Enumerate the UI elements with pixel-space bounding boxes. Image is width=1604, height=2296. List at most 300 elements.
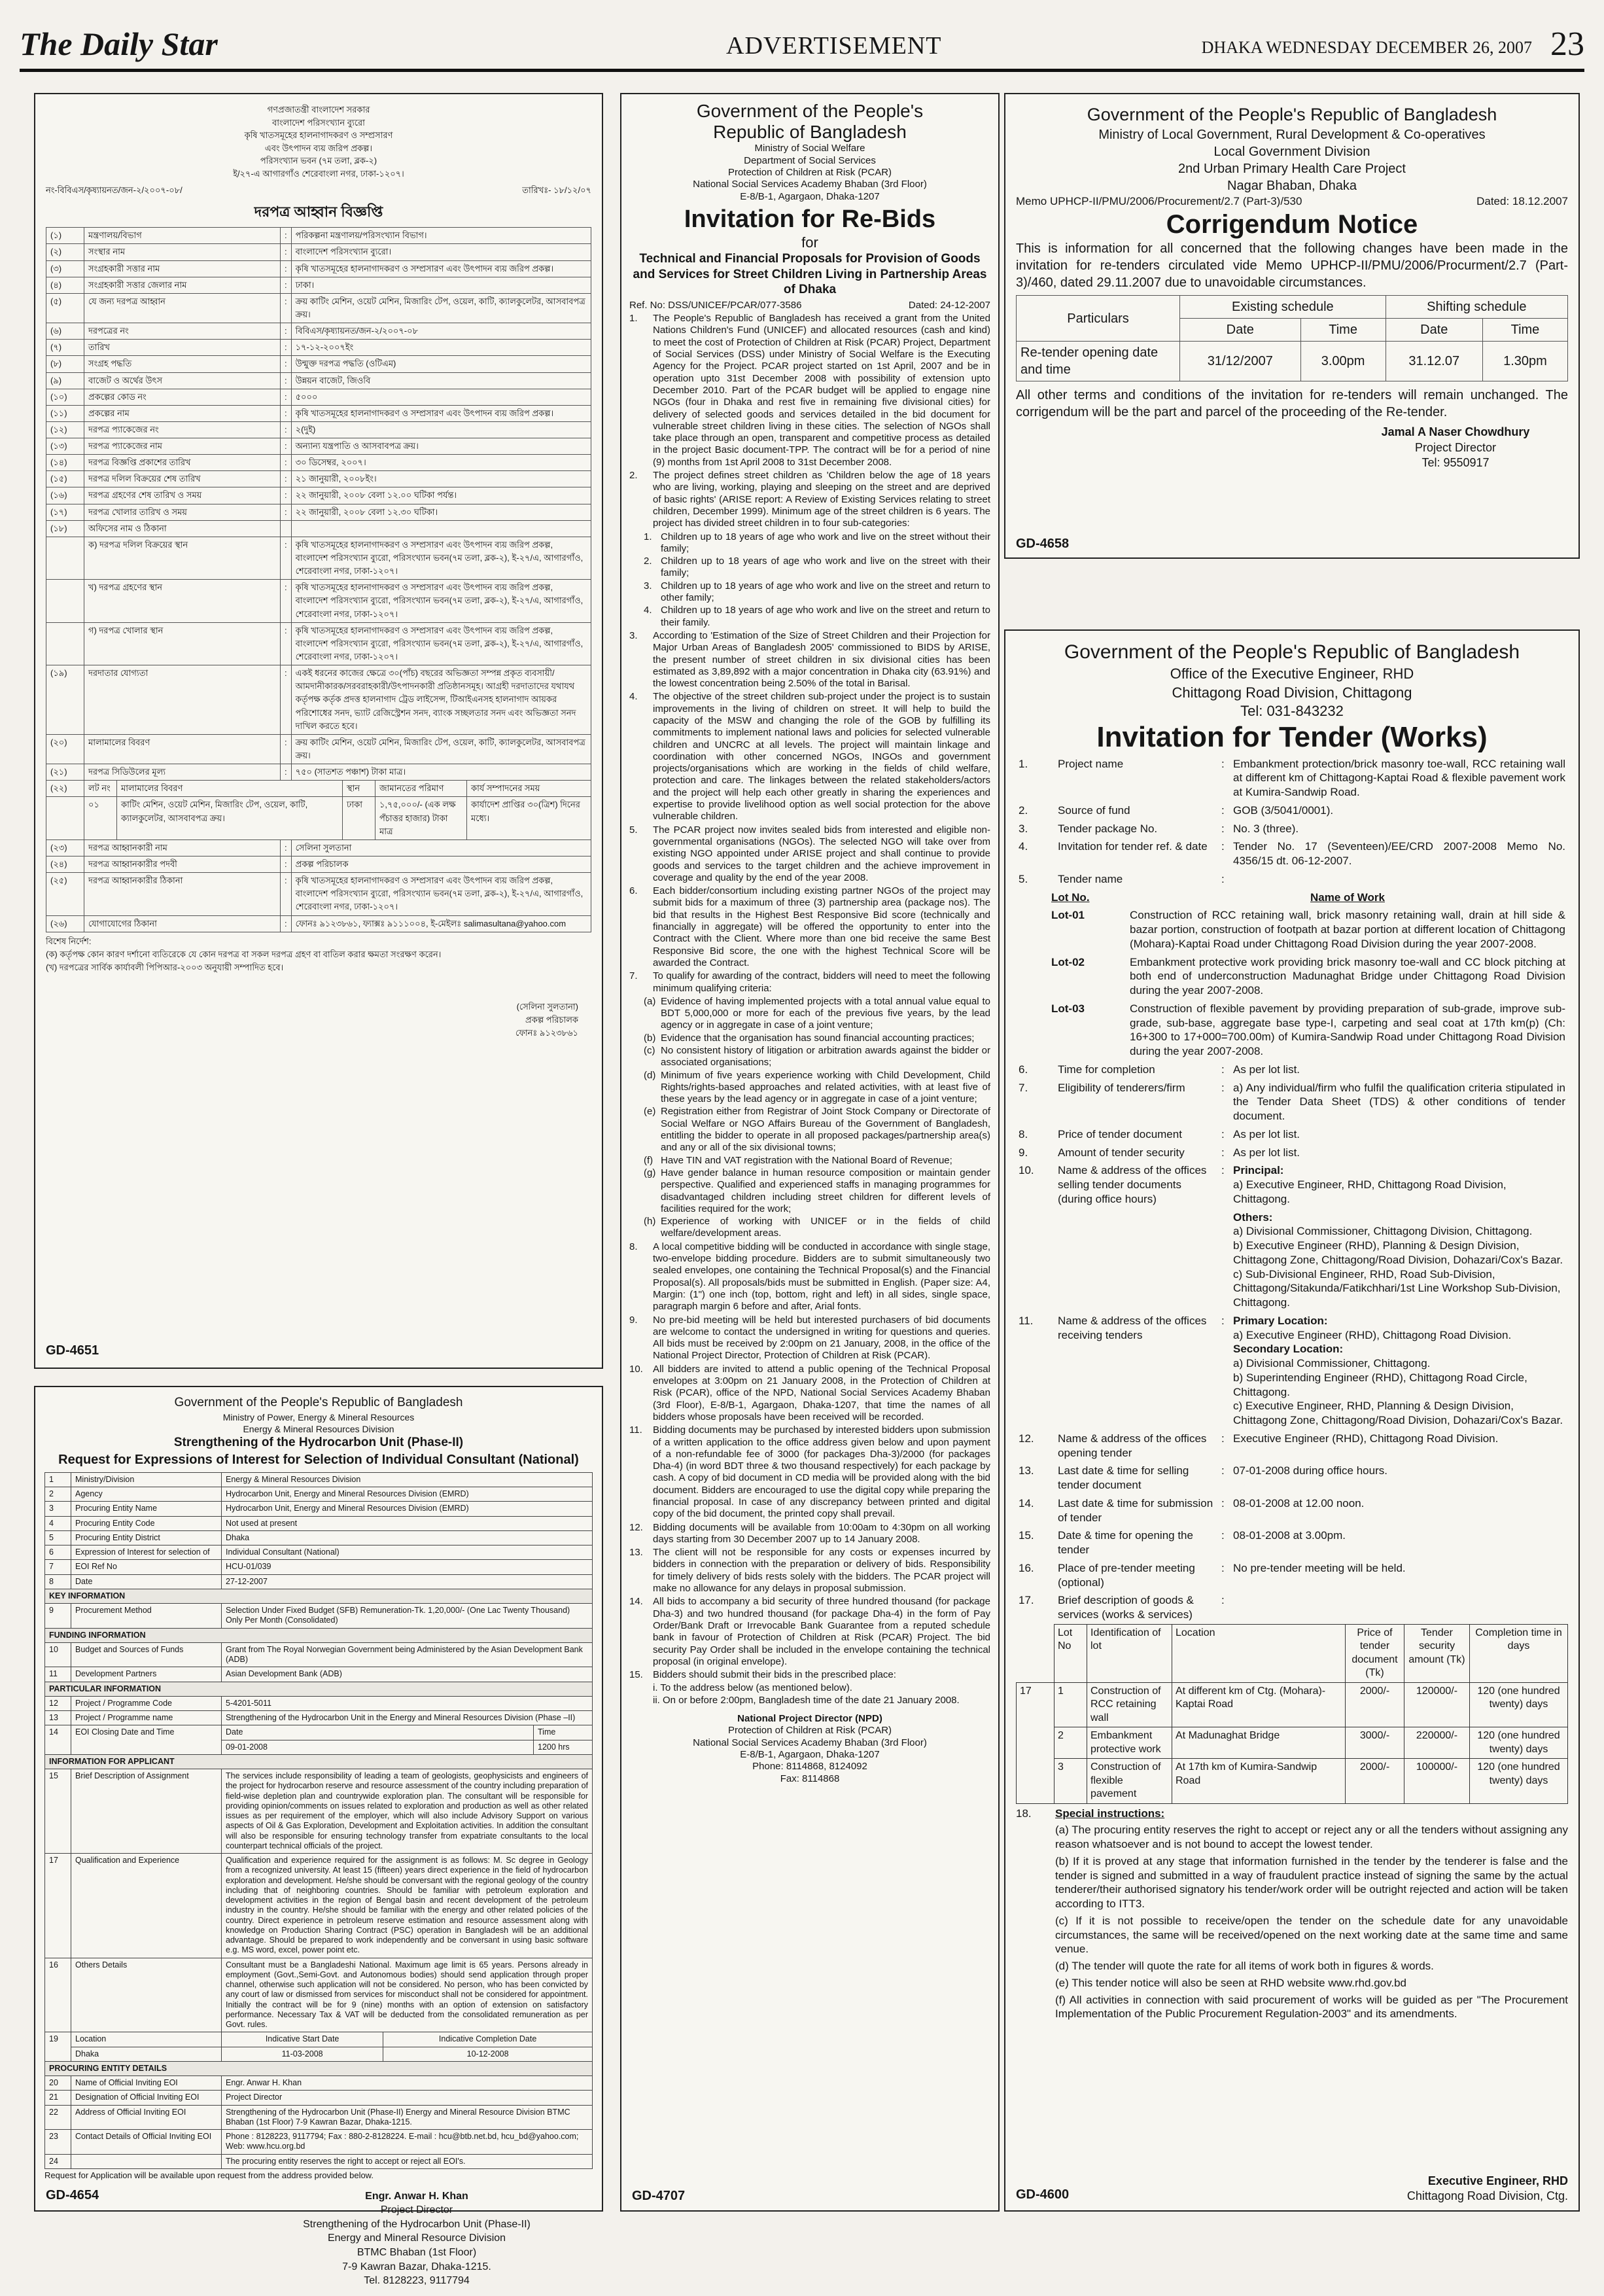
table-row: 2. Source of fund : GOB (3/5041/0001).: [1016, 802, 1568, 820]
row-value: Engr. Anwar H. Khan: [222, 2076, 593, 2091]
row-value: Hydrocarbon Unit, Energy and Mineral Resources Division (EMRD): [222, 1487, 593, 1502]
row-number: (১৪): [46, 455, 84, 471]
paragraphs: [629, 630, 990, 995]
instruction: (c) If it is not possible to receive/open the tender on the schedule date for any unavoidable circumstances, the same will be received/opened on the next working date at the same time and same venue.: [1055, 1914, 1568, 1956]
ad-title: Strengthening of the Hydrocarbon Unit (Phase-II): [173, 1436, 464, 1450]
row-label: Price of tender document: [1058, 1127, 1182, 1140]
paragraph-text: Experience of working with UNICEF or in the fields of child welfare/development areas.: [661, 1216, 990, 1239]
signature-line: Engr. Anwar H. Khan: [365, 2190, 468, 2202]
row-label: Eligibility of tenderers/firm: [1058, 1081, 1185, 1094]
row-label: Contact Details of Official Inviting EOI: [71, 2130, 222, 2155]
signature: [629, 1713, 990, 1785]
signature-line: National Project Director (NPD): [737, 1713, 882, 1725]
separator: :: [281, 421, 292, 438]
table-row: 16. Place of pre-tender meeting (optional) : No pre-tender meeting will be held.: [1016, 1559, 1568, 1592]
table-row: [45, 1530, 593, 1545]
paragraph: [644, 996, 990, 1032]
table-row: 8. Price of tender document : As per lot list.: [1016, 1125, 1568, 1144]
signature-line: Energy and Mineral Resource Division: [327, 2233, 506, 2244]
others-label: Others:: [1233, 1210, 1273, 1224]
paragraph-text: All bids to accompany a bid security of three hundred thousand (for package Dha-3) and two hundred thousand (for package Dha-4) in the form of Pay Order/Bank Draft or Irrevocable Bank Guarantee from a reputed schedule bank in favour of Protection of Children at Risk (PCAR) Project. The bid security Pay Order shall be included in the envelope containing the technical proposal (in original envelope).: [653, 1596, 990, 1667]
tender-table-2: [46, 839, 591, 932]
paragraphs: [629, 1241, 990, 1682]
paragraph-number: 13.: [629, 1547, 643, 1559]
row-label: Place of pre-tender meeting (optional): [1058, 1561, 1195, 1589]
table-row: [46, 839, 591, 856]
table-row: [46, 323, 591, 340]
row-label: দরপত্র প্যাকেজের নাম: [84, 438, 281, 455]
paragraph: [629, 970, 990, 995]
heading-line: Ministry of Social Welfare: [754, 143, 865, 154]
table-row: 12. Name & address of the offices opening tender : Executive Engineer (RHD), Chittagong Road Division.: [1016, 1430, 1568, 1462]
section-row: INFORMATION FOR APPLICANT: [45, 1754, 593, 1769]
row-number: 7.: [1019, 1081, 1028, 1094]
table-row: [45, 1696, 593, 1710]
row-number: 2.: [1019, 804, 1028, 817]
paragraph-number: (g): [644, 1167, 656, 1178]
paragraph-text: No consistent history of litigation or arbitration awards against the bidder or associated organisations;: [661, 1045, 990, 1069]
heading-line: Department of Social Services: [744, 154, 876, 166]
paragraph-number: 12.: [629, 1521, 643, 1533]
signature: [241, 2189, 593, 2288]
masthead: The Daily Star: [20, 26, 218, 62]
paragraph: [644, 1216, 990, 1240]
row-number: (৮): [46, 356, 84, 372]
row-number: 4.: [1019, 840, 1028, 853]
paragraph: [644, 1167, 990, 1215]
paragraph-text: The client will not be responsible for any costs or expenses incurred by bidders in connection with the preparation or delivery of bids. Responsibility for timely delivery of bids rests solely with the bidders. The PCAR project will make no allowance for any delays in proposal submission.: [653, 1547, 990, 1595]
table-row: 7. Eligibility of tenderers/firm : a) Any individual/firm who fulfil the qualification criteria stipulated in the Tender Data Sheet (TDS) & other conditions of tender document.: [1016, 1079, 1568, 1125]
row-value: Individual Consultant (National): [222, 1545, 593, 1560]
paragraph: [629, 1241, 990, 1313]
table-row: [46, 244, 591, 260]
goods-cell: 120 (one hundred twenty) days: [1470, 1682, 1568, 1727]
paragraph: [644, 1033, 990, 1044]
row-label: Agency: [71, 1487, 222, 1502]
row-number: 13: [45, 1711, 71, 1725]
row-number: 14.: [1019, 1496, 1034, 1510]
request-note: Request for Application will be available upon request from the address provided below.: [44, 2170, 374, 2180]
row-value: Strengthening of the Hydrocarbon Unit (Phase-II) Energy and Mineral Resource Division BTMC Bhaban (1st Floor) 7-9 Kawran Bazar, Dhaka-1215.: [222, 2105, 593, 2130]
paragraph-text: A local competitive bidding will be conducted in accordance with single stage, two-envelope bidding procedure. Bidders are to submit simultaneously two sealed envelopes, one containing the Technical Proposal(s) and the Financial Proposal(s). All proposals/bids must be submitted in English. (Paper size: A4, Margin: (1") one inch (top, bottom, right and left) in all sides, single space, paragraph margin 6 before and after, Arial fonts.: [653, 1241, 990, 1313]
heading-line: Tel: 031-843232: [1240, 702, 1344, 719]
secondary-label: Secondary Location:: [1233, 1343, 1344, 1356]
row-value: ৫০০০: [291, 389, 591, 405]
table-row: গ) দরপত্র খোলার স্থান : কৃষি খাতসমূহের হালনাগাদকরণ ও সম্প্রসারণ এবং উৎপাদন ব্যয় জরিপ প্রকল্প, বাংলাদেশ পরিসংখ্যান ব্যুরো, পরিসংখ্যান ভবন(৭ম তলা, ব্লক-২), ই-২৭/এ, আগারগাঁও, শেরেবাংলা নগর, ঢাকা-১২০৭।: [46, 622, 591, 665]
lot-description: Construction of RCC retaining wall, brick masonry retaining wall, drain at hill side & bazar portion, construction of footpath at bazar portion at different location of Chittagong (Mohara)-Kaptai Road under Chittagong Road Division during the year 2007-2008.: [1130, 909, 1565, 950]
paragraph: [629, 1364, 990, 1423]
table-row: [46, 504, 591, 520]
table-row: [45, 2076, 593, 2091]
place-list: [653, 1682, 990, 1706]
row-value: অন্যান্য যন্ত্রপাতি ও আসবাবপত্র ক্রয়।: [291, 438, 591, 455]
heading-line: Republic of Bangladesh: [713, 122, 907, 143]
paragraph: [644, 580, 990, 605]
section-row: PROCURING ENTITY DETAILS: [45, 2061, 593, 2075]
office: a) Divisional Commissioner, Chittagong.: [1233, 1357, 1431, 1370]
row-number: 16.: [1019, 1561, 1034, 1574]
row-value: No pre-tender meeting will be held.: [1233, 1561, 1406, 1574]
title-for: for: [801, 234, 818, 251]
table-row: [45, 1560, 593, 1574]
goods-cell: Construction of RCC retaining wall: [1087, 1682, 1172, 1727]
separator: :: [281, 372, 292, 389]
row-label: সংগ্রহকারী সত্তার জেলার নাম: [84, 277, 281, 293]
ad-title: Invitation for Re-Bids: [684, 205, 936, 233]
signature-line: Phone: 8114868, 8124092: [752, 1761, 867, 1773]
lot-table: [46, 780, 591, 840]
paragraph-text: Have gender balance in human resource composition or maintain gender perspective. Qualified and experienced staffs in managing programmes for disadvantaged children including street children for different levels of facilities required for the work;: [661, 1167, 990, 1214]
paragraph-text: Bidding documents will be available from 10:00am to 4:30pm on all working days starting from 30 December 2007 up to 14 January 2008.: [653, 1521, 990, 1545]
heading-line: কৃষি খাতসমূহের হালনাগাদকরণ ও সম্প্রসারণ: [244, 130, 393, 140]
row-value: The procuring entity reserves the right to accept or reject all EOI's.: [222, 2154, 593, 2168]
paragraph: [644, 531, 990, 556]
item-number: 17: [1017, 1682, 1055, 1803]
separator: :: [281, 356, 292, 372]
row-label: মন্ত্রণালয়/বিভাগ: [84, 228, 281, 244]
row-label: ক) দরপত্র দলিল বিক্রয়ের স্থান: [84, 537, 281, 579]
row-number: 3: [45, 1502, 71, 1516]
heading-line: Chittagong Road Division, Chittagong: [1172, 684, 1412, 701]
row-number: (৯): [46, 372, 84, 389]
goods-cell: At Madunaghat Bridge: [1172, 1727, 1346, 1759]
table-row: 17. Brief description of goods & services (works & services) :: [1019, 1594, 1225, 1621]
ad-title: দরপত্র আহ্বান বিজ্ঞপ্তি: [254, 203, 383, 221]
emrd-eoi-ad: [34, 1386, 603, 2287]
row-value: Strengthening of the Hydrocarbon Unit in the Energy and Mineral Resources Division (Phase –II): [222, 1711, 593, 1725]
memo-number: নং-বিবিএস/কৃষ্যায়নত/জন-২/২০০৭-০৮/: [46, 185, 183, 195]
paragraph-number: 6.: [629, 885, 638, 897]
table-row: [45, 1642, 593, 1667]
table-row: [45, 1667, 593, 1682]
row-label: দরপত্র গ্রহণের শেষ তারিখ ও সময়: [84, 487, 281, 504]
paragraph: [644, 1106, 990, 1154]
row-label: Last date & time for selling tender document: [1058, 1464, 1189, 1492]
signature-line: Tel: 9550917: [1421, 455, 1490, 469]
issue-date: DHAKA WEDNESDAY DECEMBER 26, 2007: [1201, 38, 1532, 57]
separator: :: [281, 323, 292, 340]
notes-title: বিশেষ নির্দেশ:: [46, 936, 92, 946]
row-value: কৃষি খাতসমূহের হালনাগাদকরণ ও সম্প্রসারণ এবং উৎপাদন ব্যয় জরিপ প্রকল্প।: [291, 260, 591, 277]
row-label: [71, 2154, 222, 2168]
row-number: 1: [45, 1472, 71, 1487]
row-value: Embankment protection/brick masonry toe-wall, RCC retaining wall at different km of Chittagong-Kaptai Road & flexible pavement work at Kumira-Sandwip Road.: [1233, 757, 1565, 799]
pcar-heading: [629, 101, 990, 297]
table-row: (১৮) অফিসের নাম ও ঠিকানা: [46, 520, 591, 537]
goods-cell: At different km of Ctg. (Mohara)-Kaptai Road: [1172, 1682, 1346, 1727]
emrd-heading: [44, 1395, 593, 1468]
row-value: Hydrocarbon Unit, Energy and Mineral Resources Division (EMRD): [222, 1502, 593, 1516]
section-row: PARTICULAR INFORMATION: [45, 1682, 593, 1696]
signature-line: Fax: 8114868: [780, 1773, 840, 1784]
table-row: [1017, 1759, 1568, 1803]
heading-line: E-8/B-1, Agargaon, Dhaka-1207: [740, 190, 880, 202]
goods-cell: 3000/-: [1346, 1727, 1404, 1759]
row-label: সংস্থার নাম: [84, 244, 281, 260]
separator: :: [281, 228, 292, 244]
office: a) Divisional Commissioner, Chittagong Division, Chittagong.: [1233, 1225, 1533, 1238]
goods-cell: 2000/-: [1346, 1759, 1404, 1803]
heading-line: Ministry of Power, Energy & Mineral Resources: [222, 1411, 415, 1422]
goods-cell: 100000/-: [1404, 1759, 1470, 1803]
row-value: ফোনঃ ৯১২৩৮৬১, ফ্যাক্সঃ ৯১১১০০৪, ই-মেইলঃ salimasultana@yahoo.com: [291, 915, 591, 932]
gd-code: GD-4600: [1016, 2187, 1070, 2202]
separator: :: [281, 389, 292, 405]
row-value: Executive Engineer (RHD), Chittagong Road Division.: [1233, 1432, 1499, 1445]
table-row: [46, 405, 591, 421]
ad-title: Corrigendum Notice: [1166, 210, 1418, 239]
row-label: Date: [71, 1574, 222, 1589]
corrigendum-ad: [1004, 93, 1580, 559]
row-label: দরপত্রের নং: [84, 323, 281, 340]
lot-description: Embankment protective work providing brick masonry toe-wall and CC block pitching at both end of underconstruction Madunaghat Bridge under Chittagong Road Division during the year 2007-2008.: [1130, 955, 1565, 997]
office: a) Executive Engineer (RHD), Chittagong Road Division.: [1233, 1328, 1512, 1341]
corrigendum-heading: [1016, 103, 1568, 194]
paragraph-number: (d): [644, 1069, 656, 1081]
row-value: As per lot list.: [1233, 1127, 1300, 1140]
table-row: [46, 228, 591, 244]
table-row: [45, 1711, 593, 1725]
row-value: Dhaka: [222, 1530, 593, 1545]
table-row: Dhaka 11-03-2008 10-12-2008: [45, 2047, 593, 2061]
special-instructions: [1016, 1807, 1568, 2022]
row-value: ২১ জানুয়ারী, ২০০৮ইং।: [291, 471, 591, 487]
heading-line: পরিসংখ্যান ভবন (৭ম তলা, ব্লক-২): [260, 156, 377, 166]
paragraph: [629, 885, 990, 969]
row-label: Tender package No.: [1058, 822, 1158, 835]
row-number: 12: [45, 1696, 71, 1710]
office: a) Executive Engineer, RHD, Chittagong Road Division, Chittagong.: [1233, 1178, 1507, 1205]
paragraph-number: 2.: [644, 556, 652, 567]
table-row: [45, 1487, 593, 1502]
signature-line: Tel. 8128223, 9117794: [364, 2275, 470, 2287]
paragraph-number: 3.: [629, 629, 638, 641]
heading-line: Government of the People's: [696, 101, 924, 121]
table-row: [46, 421, 591, 438]
row-value: GOB (3/5041/0001).: [1233, 804, 1334, 817]
paragraphs: [629, 313, 990, 529]
paragraph-number: 5.: [629, 824, 638, 836]
table-row: [45, 2091, 593, 2105]
row-value: Not used at present: [222, 1516, 593, 1530]
instruction: (f) All activities in connection with said procurement of works will be guided as per "The Procurement Implementation of the Public Procurement Regulation-2003" and its amendments.: [1055, 1993, 1568, 2021]
separator: :: [281, 340, 292, 356]
table-row: [45, 2130, 593, 2155]
heading-line: বাংলাদেশ পরিসংখ্যান ব্যুরো: [272, 117, 365, 128]
goods-cell: 120000/-: [1404, 1682, 1470, 1727]
signature-line: Executive Engineer, RHD: [1427, 2174, 1568, 2187]
signature-line: Jamal A Naser Chowdhury: [1381, 425, 1530, 439]
paragraph-number: (b): [644, 1032, 656, 1044]
table-row: 13. Last date & time for selling tender document : 07-01-2008 during office hours.: [1016, 1462, 1568, 1494]
goods-cell: 220000/-: [1404, 1727, 1470, 1759]
gd-code: GD-4654: [46, 2188, 99, 2202]
table-row: 1. Project name : Embankment protection/brick masonry toe-wall, RCC retaining wall at different km of Chittagong-Kaptai Road & flexible pavement work at Kumira-Sandwip Road.: [1016, 755, 1568, 802]
table-row: 14 EOI Closing Date and Time Date Time: [45, 1725, 593, 1740]
rhd-tender-ad: [1004, 629, 1580, 2212]
row-label: সংগ্রহ পদ্ধতি: [84, 356, 281, 372]
procuring-entity-table: [44, 2061, 593, 2169]
table-row: [46, 438, 591, 455]
row-label: যোগাযোগের ঠিকানা: [84, 915, 281, 932]
row-value: কৃষি খাতসমূহের হালনাগাদকরণ ও সম্প্রসারণ এবং উৎপাদন ব্যয় জরিপ প্রকল্প, বাংলাদেশ পরিসংখ্যান ব্যুরো, পরিসংখ্যান ভবন(৭ম তলা, ব্লক-২), ই-২৭/এ, আগারগাঁও, শেরেবাংলা নগর, ঢাকা-১২০৭।: [291, 622, 591, 665]
office: c) Executive Engineer, RHD, Planning & Design Division, Chittagong Zone, Chittagong/Road Division, Dohazari/Cox's Bazar.: [1233, 1400, 1563, 1427]
heading-line: Energy & Mineral Resources Division: [243, 1423, 394, 1434]
signature: [1407, 2174, 1568, 2204]
row-label: দরপত্র প্যাকেজের নং: [84, 421, 281, 438]
paragraph-text: According to 'Estimation of the Size of Street Children and their Projection for Major Urban Areas of Bangladesh 2005' commissioned to BIDS by ARISE, the present number of street children in six divisional cities has been estimated as 3,89,892 with a major concentration in Dhaka city (63.91%) and the lowest concentration being 2.50% of the total in Barisal.: [653, 629, 990, 690]
row-value: ৩০ ডিসেম্বর, ২০০৭।: [291, 455, 591, 471]
row-label: Name & address of the offices opening tender: [1058, 1432, 1207, 1459]
row-value: Energy & Mineral Resources Division: [222, 1472, 593, 1487]
row-label: Invitation for tender ref. & date: [1058, 840, 1208, 853]
paragraph-text: Each bidder/consortium including existing partner NGOs of the project may submit bids for a maximum of three (3) partnership area (package nos). The bid that results in the Highest Best Responsive Bid score (technically and financially in aggregate) will be offered the opportunity to enter into the Contract with the Client. Where more than one bid receive the same Best Responsive Bid score, the one with the highest Technical Score will be awarded the Contract.: [653, 885, 990, 968]
paragraph-number: 2.: [629, 470, 638, 482]
heading-line: Protection of Children at Risk (PCAR): [727, 166, 892, 178]
paragraph-number: 10.: [629, 1363, 643, 1375]
paragraph-text: Minimum of five years experience working with Child Development, Child Rights/rights-based approaches and related activities, with at least five of these years by the lead agency or in aggregate in case of a joint venture;: [661, 1069, 990, 1105]
lot-number: Lot-02: [1051, 955, 1085, 968]
signature-line: Project Director: [1414, 440, 1497, 454]
goods-cell: 3: [1055, 1759, 1087, 1803]
lot-number: Lot-01: [1051, 909, 1085, 922]
memo-date: তারিখঃ- ১৮/১২/০৭: [522, 185, 591, 195]
row-number: (৩): [46, 260, 84, 277]
office: b) Superintending Engineer (RHD), Chittagong Road Circle, Chittagong.: [1233, 1371, 1527, 1398]
table-row: [45, 2105, 593, 2130]
row-label: দরপত্র খোলার তারিখ ও সময়: [84, 504, 281, 520]
sub-categories: [629, 531, 990, 629]
tender-details-2: [1016, 1061, 1568, 1624]
paragraph-text: The objective of the street children sub-project under the project is to sustain improvements in the living of children on street. It will help to build the capacity of the MSW and changing the role of the GOB by fulfilling its commitments to implement national laws and policies for selected vulnerable children and UNCRC at all levels. The project will maintain linkage and coordination with other concerned NGOs, INGOs and government projects/organisations which are working in the fields of child welfare, protection and care. The linkages between the related stakeholders/actors and the project will help each other greatly in sharing the experiences and expertise to provide livelihood option as well social protection for the above vulnerable children.: [653, 691, 990, 822]
table-row: 9 Procurement Method Selection Under Fixed Budget (SFB) Remuneration-Tk. 1,20,000/- (One Lac Twenty Thousand) Only Per Month (Consolidated): [45, 1604, 593, 1629]
row-label: Procuring Entity District: [71, 1530, 222, 1545]
paragraph-number: 4.: [629, 691, 638, 703]
signature-line: Project Director: [380, 2204, 453, 2216]
row-label: Project name: [1058, 757, 1124, 770]
separator: :: [281, 405, 292, 421]
goods-cell: 2000/-: [1346, 1682, 1404, 1727]
paragraph-text: The PCAR project now invites sealed bids from interested and eligible non-governmental organisations (NGOs). The selected NGO will take over from existing NGO appointed under ARISE project and shall continue to provide goods and services to the target children and the achieve improvement in coverage and quality by the end of the year 2008.: [653, 824, 990, 883]
paragraph-text: To qualify for awarding of the contract, bidders will need to meet the following minimum qualifying criteria:: [653, 970, 990, 994]
table-row: 11. Name & address of the offices receiving tenders : Primary Location: a) Executive Engineer (RHD), Chittagong Road Division. Secondary Location: a) Divisional Commissioner, Chittagong. b) Superintending Engineer (RHD), Chittagong Road Circle, Chittagong. c) Executive Engineer, RHD, Planning & Design Division, Chittagong Zone, Chittagong/Road Division, Dohazari/Cox's Bazar.: [1016, 1312, 1568, 1430]
row-label: Amount of tender security: [1058, 1146, 1185, 1159]
row-label: দরপত্র আহ্বানকারীর ঠিকানা: [84, 873, 281, 915]
row-number: (২৩): [46, 839, 84, 856]
row-value: As per lot list.: [1233, 1146, 1300, 1159]
row-label: Address of Official Inviting EOI: [71, 2105, 222, 2130]
paragraph: [629, 470, 990, 529]
row-number: 3.: [1019, 822, 1028, 835]
paragraph-text: Children up to 18 years of age who work and live on the street and return to other family;: [661, 580, 990, 604]
row-label: দরপত্র আহ্বানকারী নাম: [84, 839, 281, 856]
signature-line: ফোনঃ ৯১২৩৮৬১: [515, 1028, 578, 1038]
row-label: Last date & time for submission of tender: [1058, 1496, 1213, 1524]
paragraph-text: Registration either from Registrar of Joint Stock Company or Directorate of Social Welfare or NGO Affairs Bureau of the Government of Bangladesh, entitling the bidder to operate in all proposed packages/partnership area(s) and any or all of the six divisional towns;: [661, 1106, 990, 1154]
row-label: যে জন্য দরপত্র আহ্বান: [84, 293, 281, 323]
row-number: (৬): [46, 323, 84, 340]
row-number: (৪): [46, 277, 84, 293]
signature-line: প্রকল্প পরিচালক: [525, 1015, 578, 1025]
row-label: তারিখ: [84, 340, 281, 356]
eoi-table: [44, 1472, 593, 2033]
heading-line: Nagar Bhaban, Dhaka: [1227, 179, 1357, 194]
separator: :: [281, 487, 292, 504]
pcar-rebid-ad: [620, 93, 1000, 2212]
row-value: As per lot list.: [1233, 1063, 1300, 1076]
table-row: [45, 2154, 593, 2168]
signature-line: BTMC Bhaban (1st Floor): [357, 2247, 477, 2259]
lot-description: Construction of flexible pavement by providing preparation of sub-grade, improve sub-grade, sub-base, aggregate base type-I, carpeting and seal coat at 17th km(p) (Ch: 16+300 to 17+000=700.00m) of Kumira-Sandwip Road under Chittagong Road Division during the year 2007-2008.: [1130, 1002, 1565, 1058]
separator: :: [281, 915, 292, 932]
row-value: সেলিনা সুলতানা: [291, 839, 591, 856]
table-row: খ) দরপত্র গ্রহণের স্থান : কৃষি খাতসমূহের হালনাগাদকরণ ও সম্প্রসারণ এবং উৎপাদন ব্যয় জরিপ প্রকল্প, বাংলাদেশ পরিসংখ্যান ব্যুরো, পরিসংখ্যান ভবন(৭ম তলা, ব্লক-২), ই-২৭/এ, আগারগাঁও, শেরেবাংলা নগর, ঢাকা-১২০৭।: [46, 580, 591, 622]
row-label: Development Partners: [71, 1667, 222, 1682]
table-row: (১৯) দরদাতার যোগ্যতা : একই ধরনের কাজের ক্ষেত্রে ৩০(পাঁচ) বছরের অভিজ্ঞতা সম্পন্ন প্রকৃত ব্যবসায়ী/আমদানীকারক/সরবরাহকারী/উৎপাদনকারী প্রতিষ্ঠানসমূহ। আগ্রহী দরদাতাদের যথাযথ কর্তৃপক্ষ কর্তৃক প্রদত্ত হালনাগাদ ট্রেড লাইসেন্স, টিআইএনসহ হালনাগাদ আয়কর পরিশোধের সনদ, ভ্যাট রেজিস্ট্রেশন সনদ, ব্যাংক সচ্ছলতার সনদ এবং অভিজ্ঞতা সনদ দাখিল করতে হবে।: [46, 665, 591, 735]
goods-cell: Embankment protective work: [1087, 1727, 1172, 1759]
item-number: 18.: [1016, 1807, 1032, 1820]
row-value: Tender No. 17 (Seventeen)/EE/CRD 2007-2008 Memo No. 4356/15 dt. 06-12-2007.: [1233, 840, 1565, 868]
paragraph-text: The project defines street children as 'Children below the age of 18 years who are living, working, playing and sleeping on the street and are deprived of basic rights' (ARISE report: A Review of Existing Services relating to street children, December 1999). Minimum age of the street children is 6 years. The project has divided street children in to four sub-categories:: [653, 470, 990, 529]
row-label: দরপত্র বিজ্ঞপ্তি প্রকাশের তারিখ: [84, 455, 281, 471]
row-label: Project / Programme name: [71, 1711, 222, 1725]
paragraph-number: 1.: [644, 531, 652, 542]
table-row: 09-01-2008 1200 hrs: [45, 1740, 593, 1754]
row-number: 9.: [1019, 1146, 1028, 1159]
table-row: ০১ কাটিং মেশিন, ওয়েট মেশিন, মিজারিং টেপ, ওয়েল, কাটি, ক্যালকুলেটর, আসবাবপত্র ক্রয়। ঢাকা ১,৭৫,০০০/- (এক লক্ষ পঁচাত্তর হাজার) টাকা মাত্র কার্যাদেশ প্রাপ্তির ৩০(ত্রিশ) দিনের মধ্যে।: [46, 797, 591, 839]
paragraph-text: Children up to 18 years of age who work and live on the street and return to their family.: [661, 605, 990, 628]
table-row: [46, 340, 591, 356]
table-row: [45, 1472, 593, 1487]
table-row: 17 Qualification and Experience Qualification and experience required for the assignment is as follows: M. Sc degree in Geology from a recognized university. At least 15 (fifteen) years direct experience in the field of hydrocarbon exploration and development. He/she should be conversant with the regional geology of the country including that of neighboring countries. Should be familiar with petroleum exploration and development activities in the region of Bengal basin and recent development of the petroleum industry in the country. He/she should be familiar with the energy and other related policies of the country. Direct experience in petroleum reserve estimation and resource assessment along with knowledge on Production Sharing Contract (PSC) operation in Bangladesh will be an additional advantage. Should be prepared to work independently and be conversant in using basic software e.g. MS word, excel, power point etc.: [45, 1854, 593, 1958]
paragraph: [629, 1596, 990, 1668]
note: (খ) দরপত্রের সার্বিক কার্যাবলী পিপিআর-২০০৩ অনুযায়ী সম্পাদিত হবে।: [46, 962, 284, 972]
row-label: Expression of Interest for selection of: [71, 1545, 222, 1560]
table-row: 16 Others Details Consultant must be a Bangladeshi National. Maximum age limit is 65 years. Persons already in employment (Govt.,Semi-Govt. and Autonomous bodies) should send application through proper channel, otherwise such application will not be considered. No person, who has been convicted by any court of law or dismissed from services for misconduct shall not be considered for appointment. Initially the contract will be for 9 (nine) months with an option of extension on satisfactory performance. Necessary Tax & VAT will be deducted from the consolidated remuneration as per Govt. rules.: [45, 1958, 593, 2032]
paragraph-number: 4.: [644, 605, 652, 616]
row-number: 7: [45, 1560, 71, 1574]
goods-cell: At 17th km of Kumira-Sandwip Road: [1172, 1759, 1346, 1803]
paragraph: [629, 630, 990, 690]
paragraph-text: All bidders are invited to attend a public opening of the Technical Proposal envelopes at 3:00pm on 21 January 2008, in the Protection of Children at Risk (PCAR), office of the NPD, National Social Services Academy Bhaban (3rd Floor), E-8/B-1, Agargaon, Dhaka-1207, that time the names of all bidders whose proposals have been received will be recorded.: [653, 1363, 990, 1422]
goods-cell: 1: [1055, 1682, 1087, 1727]
lot-row: [1049, 906, 1568, 953]
table-header: Lot No Identification of lot Location Price of tender document (Tk) Tender security amount (Tk) Completion time in days: [1017, 1624, 1568, 1682]
signature: [46, 1000, 578, 1040]
section-title: ADVERTISEMENT: [726, 32, 942, 60]
row-number: 5: [45, 1530, 71, 1545]
row-number: (২): [46, 244, 84, 260]
separator: :: [281, 244, 292, 260]
signature-line: Strengthening of the Hydrocarbon Unit (Phase-II): [303, 2218, 531, 2230]
heading-line: গণপ্রজাতন্ত্রী বাংলাদেশ সরকার: [267, 105, 370, 115]
row-number: 10: [45, 1642, 71, 1667]
goods-cell: Construction of flexible pavement: [1087, 1759, 1172, 1803]
row-value: Grant from The Royal Norwegian Government being Administered by the Asian Development Bank (ADB): [222, 1642, 593, 1667]
row-label: প্রকল্পের নাম: [84, 405, 281, 421]
row-value: Project Director: [222, 2091, 593, 2105]
table-header: Particulars Existing schedule Shifting schedule: [1017, 296, 1568, 319]
separator: :: [281, 839, 292, 856]
paragraph-number: (e): [644, 1106, 656, 1118]
row-label: Procuring Entity Code: [71, 1516, 222, 1530]
newspaper-header: [20, 25, 1584, 72]
paragraph-number: 7.: [629, 970, 638, 982]
row-label: Date & time for opening the tender: [1058, 1529, 1193, 1557]
table-row: 10. Name & address of the offices selling tender documents (during office hours) : Principal: a) Executive Engineer, RHD, Chittagong Road Division, Chittagong. Others: a) Divisional Commissioner, Chittagong Division, Chittagong. b) Executive Engineer (RHD), Planning & Design Division, Chittagong Zone, Chittagong/Road Division, Dohazari/Cox's Bazar. c) Sub-Divisional Engineer, RHD, Road Sub-Division, Chittagong/Sitakunda/Fatikchhari/1st Line Workshop Sub-Division, Chittagong.: [1016, 1161, 1568, 1312]
lot-row: [1049, 1000, 1568, 1061]
goods-cell: 120 (one hundred twenty) days: [1470, 1727, 1568, 1759]
